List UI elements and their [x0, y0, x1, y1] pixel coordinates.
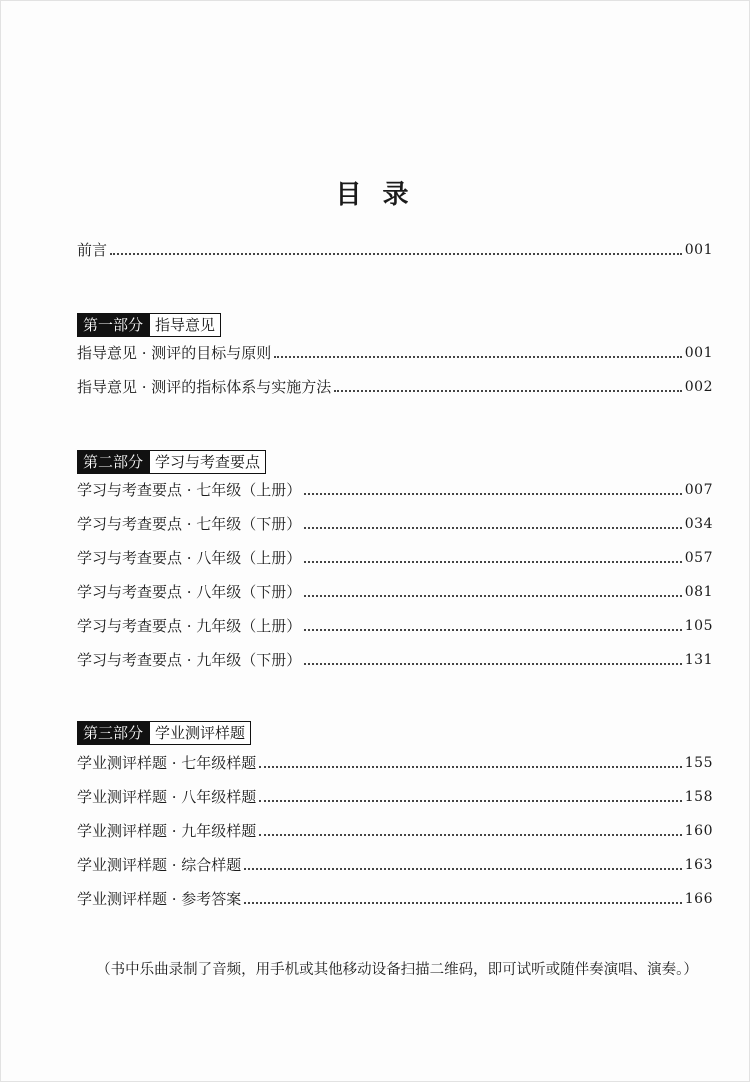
toc-entry — [77, 377, 713, 397]
toc-entry-label: 学习与考查要点 · 七年级（下册） — [77, 515, 302, 533]
dot-leader — [274, 356, 681, 358]
toc-entry — [77, 480, 713, 500]
toc-entry — [77, 650, 713, 670]
toc-entry-label: 指导意见 · 测评的目标与原则 — [77, 344, 272, 362]
dot-leader — [259, 834, 681, 836]
toc-entry-page: 166 — [684, 891, 713, 907]
toc-entry-page: 001 — [684, 242, 713, 258]
toc-entry — [77, 582, 713, 602]
toc-entry-page: 131 — [684, 652, 713, 668]
dot-leader — [334, 390, 681, 392]
toc-entry — [77, 548, 713, 568]
dot-leader — [304, 595, 681, 597]
toc-entry — [77, 753, 713, 773]
toc-entry-page: 163 — [684, 857, 713, 873]
toc-entry-page: 001 — [684, 345, 713, 361]
toc-entry-label: 学业测评样题 · 九年级样题 — [77, 822, 257, 840]
dot-leader — [244, 902, 681, 904]
section-part-label: 第三部分 — [77, 721, 149, 745]
toc-entry-label: 前言 — [77, 241, 108, 259]
dot-leader — [304, 493, 681, 495]
toc-entry-page: 160 — [684, 823, 713, 839]
dot-leader — [110, 253, 682, 255]
toc-entry — [77, 616, 713, 636]
toc-entry — [77, 787, 713, 807]
toc-entry-label: 学业测评样题 · 参考答案 — [77, 890, 242, 908]
toc-entry-label: 学习与考查要点 · 九年级（上册） — [77, 617, 302, 635]
section-part-label: 第一部分 — [77, 313, 149, 337]
audio-note: （书中乐曲录制了音频，用手机或其他移动设备扫描二维码，即可试听或随伴奏演唱、演奏。） — [96, 962, 698, 978]
section-part-label: 第二部分 — [77, 450, 149, 474]
toc-entry-label: 学业测评样题 · 综合样题 — [77, 856, 242, 874]
toc-entry-page: 034 — [684, 516, 713, 532]
section-header-1 — [77, 313, 221, 337]
section-name: 学业测评样题 — [149, 721, 251, 745]
toc-entry — [77, 889, 713, 909]
section-name: 学习与考查要点 — [149, 450, 266, 474]
toc-entry-label: 学习与考查要点 · 八年级（上册） — [77, 549, 302, 567]
dot-leader — [259, 800, 681, 802]
dot-leader — [304, 527, 681, 529]
section-name: 指导意见 — [149, 313, 221, 337]
toc-title: 目 录 — [335, 180, 415, 210]
toc-entry-page: 007 — [684, 482, 713, 498]
section-header-2 — [77, 450, 266, 474]
toc-entry — [77, 821, 713, 841]
toc-entry-page: 081 — [684, 584, 713, 600]
toc-entry — [77, 855, 713, 875]
toc-entry-preface — [77, 240, 713, 260]
toc-entry-page: 158 — [684, 789, 713, 805]
dot-leader — [304, 561, 681, 563]
dot-leader — [259, 766, 681, 768]
dot-leader — [304, 663, 681, 665]
toc-entry-label: 学习与考查要点 · 七年级（上册） — [77, 481, 302, 499]
toc-entry-page: 057 — [684, 550, 713, 566]
toc-entry-label: 学习与考查要点 · 九年级（下册） — [77, 651, 302, 669]
toc-entry-label: 指导意见 · 测评的指标体系与实施方法 — [77, 378, 332, 396]
toc-entry-label: 学业测评样题 · 八年级样题 — [77, 788, 257, 806]
toc-entry-page: 105 — [684, 618, 713, 634]
toc-entry-label: 学习与考查要点 · 八年级（下册） — [77, 583, 302, 601]
dot-leader — [304, 629, 681, 631]
section-header-3 — [77, 721, 251, 745]
toc-entry-page: 155 — [684, 755, 713, 771]
toc-entry-label: 学业测评样题 · 七年级样题 — [77, 754, 257, 772]
toc-entry — [77, 514, 713, 534]
dot-leader — [244, 868, 681, 870]
toc-entry — [77, 343, 713, 363]
toc-entry-page: 002 — [684, 379, 713, 395]
